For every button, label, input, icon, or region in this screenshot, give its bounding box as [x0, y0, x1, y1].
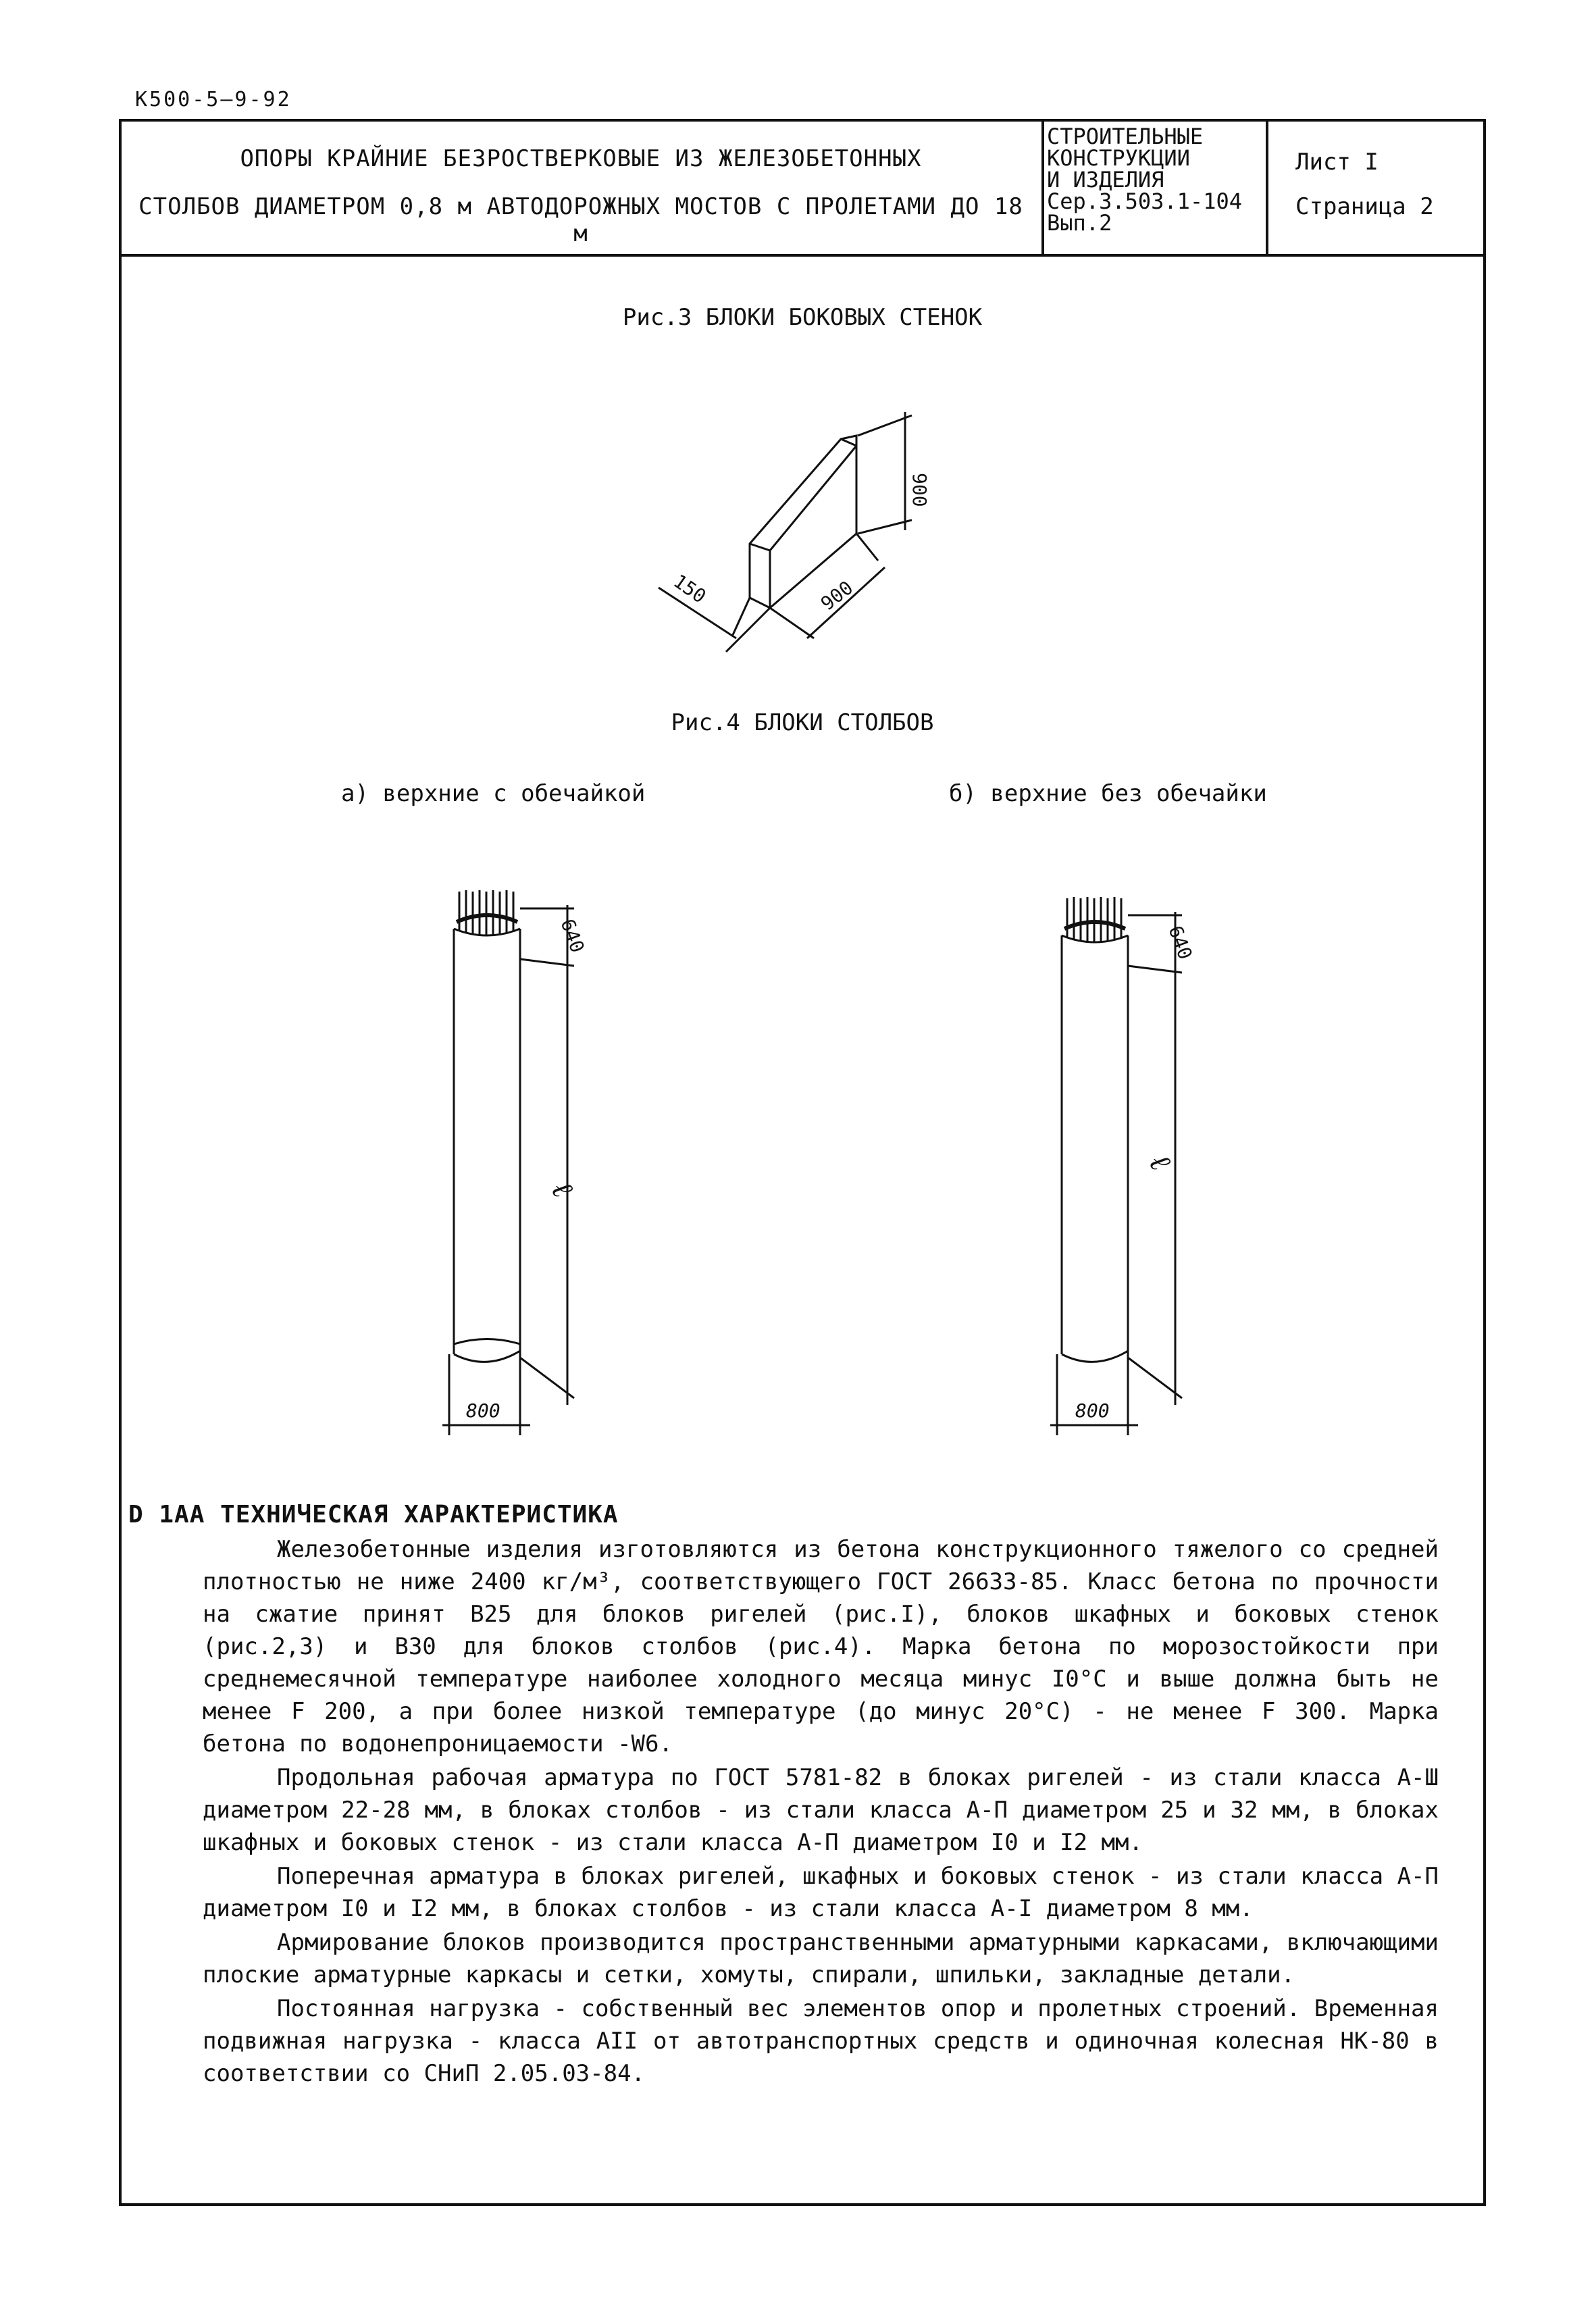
paragraph: Железобетонные изделия изготовляются из бетона конструкционного тяжелого со средней плотностью не ниже 2400 кг/м³, соответствующего ГОСТ 26633-85. Класс бетона по прочности на сжатие принят B25 для блоков ригелей (рис.I), блоков шкафных и боковых стенок (рис.2,3) и B30 для блоков столбов (рис.4). Марка бетона по морозостойкости при среднемесячной температуре наиболее холодного месяца минус I0°C и выше должна быть не менее F 200, а при более низкой температуре (до минус 20°C) - не менее F 300. Марка бетона по водонепроницаемости -W6.	[203, 1536, 1439, 1757]
column-a-diameter-dimension: 800	[466, 1399, 500, 1422]
series-line: Вып.2	[1047, 210, 1112, 236]
figure-4a-subcaption: а) верхние с обечайкой	[341, 780, 646, 807]
section-title: D 1AA ТЕХНИЧЕСКАЯ ХАРАКТЕРИСТИКА	[128, 1501, 619, 1528]
figure-4-caption: Рис.4 БЛОКИ СТОЛБОВ	[671, 709, 934, 736]
column-b-diameter-dimension: 800	[1075, 1399, 1110, 1422]
figure-3-caption: Рис.3 БЛОКИ БОКОВЫХ СТЕНОК	[622, 304, 983, 331]
column-b-top-dimension: 640	[1164, 923, 1197, 962]
technical-characteristics-text	[203, 1533, 1439, 2091]
frame-gap	[1481, 1472, 1483, 1533]
side-wall-block-drawing	[659, 412, 912, 652]
paragraph: Постоянная нагрузка - собственный вес элементов опор и пролетных строений. Временная подвижная нагрузка - класса AII от автотранспортных средств и одиночная колесная НК-80 в соответствии со СНиП 2.05.03-84.	[203, 1995, 1439, 2087]
series-line: И ИЗДЕЛИЯ	[1047, 167, 1164, 192]
paragraph: Армирование блоков производится пространственными арматурными каркасами, включающими плоские арматурные каркасы и сетки, хомуты, спирали, шпильки, закладные детали.	[203, 1929, 1439, 1988]
dimension-thickness-label: 150	[669, 569, 711, 608]
dimension-length-label: 900	[816, 576, 858, 615]
column-block-a-drawing	[442, 890, 574, 1435]
column-a-length-dimension: ℓ	[544, 1175, 580, 1204]
series-line: КОНСТРУКЦИИ	[1047, 145, 1190, 171]
document-title-line-1: ОПОРЫ КРАЙНИЕ БЕЗРОСТВЕРКОВЫЕ ИЗ ЖЕЛЕЗОБЕТОННЫХ	[240, 145, 922, 172]
document-code: К500-5—9-92	[135, 88, 292, 111]
column-a-top-dimension: 640	[556, 916, 589, 956]
document-title-line-2: СТОЛБОВ ДИАМЕТРОМ 0,8 м АВТОДОРОЖНЫХ МОСТОВ С ПРОЛЕТАМИ ДО 18 м	[138, 193, 1023, 247]
dimension-height-label: 900	[908, 473, 931, 507]
figure-4b-subcaption: б) верхние без обечайки	[949, 780, 1267, 807]
series-line: Сер.3.503.1-104	[1047, 188, 1242, 214]
series-line: СТРОИТЕЛЬНЫЕ	[1047, 124, 1204, 149]
page-number: Страница 2	[1295, 193, 1434, 220]
column-b-length-dimension: ℓ	[1141, 1148, 1178, 1177]
paragraph: Поперечная арматура в блоках ригелей, шкафных и боковых стенок - из стали класса А-П диаметром I0 и I2 мм, в блоках столбов - из стали класса А-I диаметром 8 мм.	[203, 1863, 1439, 1922]
paragraph: Продольная рабочая арматура по ГОСТ 5781-82 в блоках ригелей - из стали класса А-Ш диаметром 22-28 мм, в блоках столбов - из стали класса А-П диаметром 25 и 32 мм, в блоках шкафных и боковых стенок - из стали класса А-П диаметром I0 и I2 мм.	[203, 1764, 1439, 1856]
sheet-number: Лист I	[1295, 149, 1379, 176]
